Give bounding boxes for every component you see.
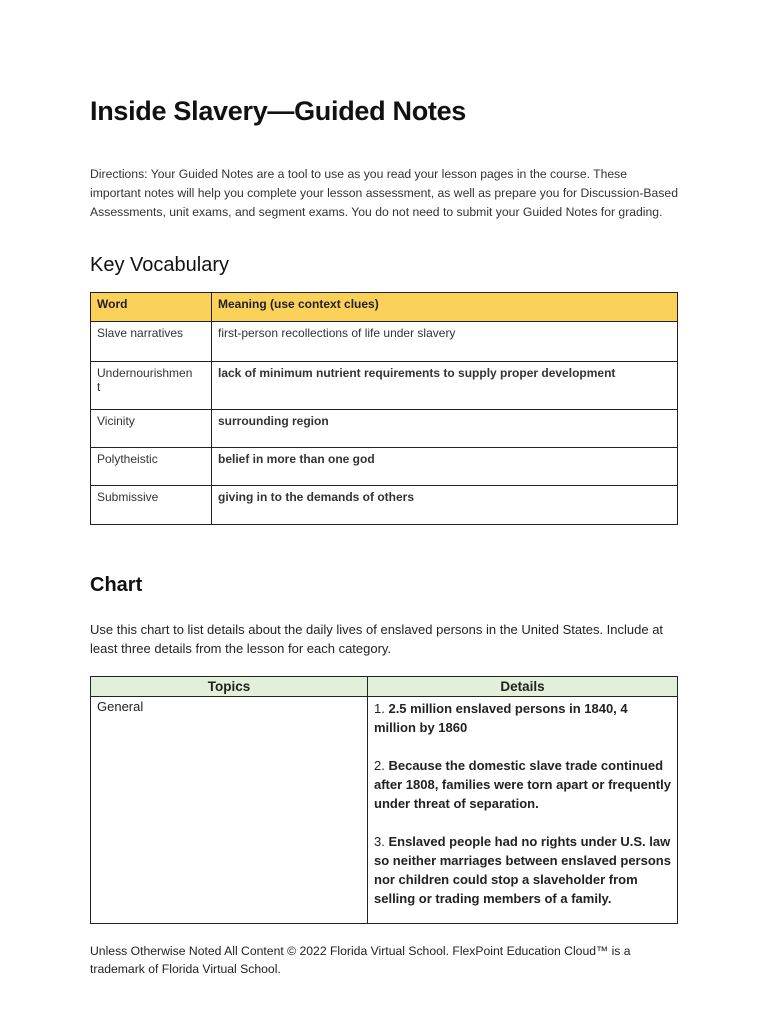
chart-topic: General [91, 697, 368, 924]
directions-paragraph: Directions: Your Guided Notes are a tool to use as you read your lesson pages in the course. These important notes will help you complete your lesson assessment, as well as prepare you for Discussion-Based Assessments, unit exams, and segment exams. You do not need to submit your Guided Notes for grading. [90, 167, 678, 219]
vocabulary-row [91, 448, 678, 486]
vocabulary-meaning: lack of minimum nutrient requirements to supply proper development [212, 362, 678, 410]
vocabulary-row [91, 410, 678, 448]
vocabulary-word: Vicinity [91, 410, 212, 448]
chart-detail-item [374, 699, 673, 737]
vocabulary-meaning: surrounding region [212, 410, 678, 448]
chart-heading: Chart [90, 574, 143, 596]
vocabulary-header-word: Word [91, 293, 212, 322]
vocabulary-row [91, 322, 678, 362]
detail-number: 3. [374, 834, 389, 849]
chart-header-details: Details [368, 677, 678, 697]
detail-number: 1. [374, 701, 389, 716]
detail-text: Enslaved people had no rights under U.S. law so neither marriages between enslaved persons nor children could stop a slaveholder from selling or trading members of a family. [374, 834, 671, 906]
chart-header-topics: Topics [91, 677, 368, 697]
vocabulary-word: Submissive [91, 486, 212, 525]
vocabulary-word: Polytheistic [91, 448, 212, 486]
chart-detail-item [374, 756, 673, 813]
detail-text: 2.5 million enslaved persons in 1840, 4 million by 1860 [374, 701, 628, 735]
chart-intro-paragraph: Use this chart to list details about the daily lives of enslaved persons in the United States. Include at least three details from the lesson for each category. [90, 622, 664, 656]
chart-detail-item [374, 832, 673, 908]
footer-copyright: Unless Otherwise Noted All Content © 2022 Florida Virtual School. FlexPoint Education Cloud™ is a trademark of Florida Virtual School. [90, 944, 631, 976]
vocabulary-table [90, 292, 678, 525]
chart-row [91, 697, 678, 924]
detail-number: 2. [374, 758, 389, 773]
vocabulary-heading: Key Vocabulary [90, 254, 229, 276]
vocabulary-header-row [91, 293, 678, 322]
vocabulary-header-meaning: Meaning (use context clues) [212, 293, 678, 322]
vocabulary-row [91, 362, 678, 410]
vocabulary-meaning: giving in to the demands of others [212, 486, 678, 525]
chart-header-row [91, 677, 678, 697]
vocabulary-row [91, 486, 678, 525]
vocabulary-word: Slave narratives [91, 322, 212, 362]
vocabulary-meaning: first-person recollections of life under slavery [212, 322, 678, 362]
vocabulary-meaning: belief in more than one god [212, 448, 678, 486]
vocabulary-word: Undernourishmen t [91, 362, 212, 410]
details-chart-table [90, 676, 678, 924]
page-title: Inside Slavery—Guided Notes [90, 96, 467, 126]
chart-details-cell [368, 697, 678, 924]
detail-text: Because the domestic slave trade continued after 1808, families were torn apart or frequently under threat of separation. [374, 758, 671, 811]
